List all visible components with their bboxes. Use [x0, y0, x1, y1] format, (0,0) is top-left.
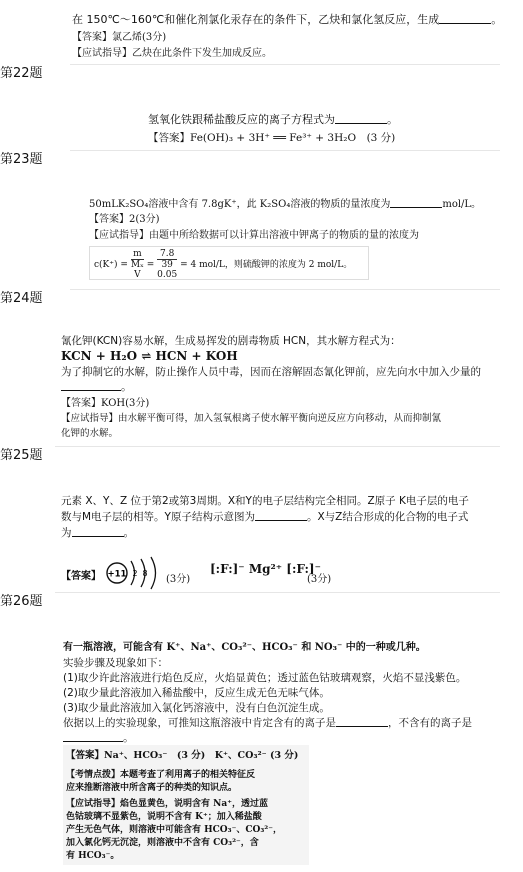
q24-answer: 【答案】KOH(3分) — [61, 398, 150, 409]
fraction-values — [157, 249, 177, 280]
q25-line2-text: 数与M电子层的相等。Y原子结构示意图为 — [61, 511, 255, 523]
frac-mid: 39 — [161, 260, 173, 270]
frac-denominator: V — [134, 270, 141, 280]
q25-header: 第25题 — [0, 448, 43, 463]
shell-electrons-2: 8 — [142, 569, 148, 578]
atom-structure-diagram — [104, 556, 164, 590]
q23-formula — [89, 246, 369, 280]
q25-answer-label: 【答案】 — [61, 571, 101, 582]
q25-score-1: (3分) — [166, 574, 191, 585]
q23-question-text: 50mLK₂SO₄溶液中含有 7.8gK⁺，此 K₂SO₄溶液的物质的量浓度为 — [89, 199, 391, 210]
q25-electron-formula: [:F:]⁻ Mg²⁺ [:F:]⁻ — [210, 562, 321, 576]
q21-question — [72, 13, 502, 27]
answer-blank — [72, 526, 124, 537]
answer-blank — [255, 510, 307, 521]
frac-denominator: 0.05 — [157, 270, 178, 280]
q26-guide-5: 有 HCO₃⁻。 — [66, 851, 120, 861]
q23-guide: 【应试指导】由题中所给数据可以计算出溶液中钾离子的物质的量的浓度为 — [89, 230, 419, 241]
q24-line2: 为了抑制它的水解，防止操作人员中毒，因而在溶解固态氰化钾前，应先向水中加入少量的 — [61, 366, 481, 378]
q26-guide-4: 加入氯化钙无沉淀，则溶液中不含有 CO₃²⁻，含 — [66, 838, 259, 848]
divider — [55, 446, 500, 447]
divider — [55, 592, 500, 593]
q24-guide-1: 【应试指导】由水解平衡可得，加入氢氧根离子使水解平衡向逆反应方向移动，从而抑制氰 — [61, 413, 442, 424]
q26-guide-1: 【应试指导】焰色显黄色，说明含有 Na⁺，透过蓝 — [66, 799, 268, 809]
q23-header: 第23题 — [0, 152, 43, 167]
q22-question — [148, 113, 398, 127]
shell-electrons-1: 2 — [132, 569, 138, 578]
q21-question-text: 在 150℃～160℃和催化剂氯化汞存在的条件下，乙炔和氯化氢反应，生成 — [72, 13, 440, 26]
q26-blank-line — [63, 731, 134, 745]
divider — [70, 64, 500, 65]
q22-header: 第22题 — [0, 66, 43, 81]
divider — [70, 150, 500, 151]
q26-point-1: 【考情点拨】本题考查了利用离子的相关特征反 — [66, 770, 256, 780]
q26-conclusion — [63, 716, 472, 730]
q26-guide-2: 色钴玻璃不显紫色，说明不含有 K⁺；加入稀盐酸 — [66, 812, 262, 822]
period: 。 — [121, 380, 132, 393]
frac-numerator: 7.8 — [157, 249, 177, 260]
q26-intro: 有一瓶溶液，可能含有 K⁺、Na⁺、CO₃²⁻、HCO₃⁻ 和 NO₃⁻ 中的一种或几种。 — [63, 642, 426, 653]
q25-line1: 元素 X、Y、Z 位于第2或第3周期。X和Y的电子层结构完全相同。Z原子 K电子层的电子 — [61, 495, 469, 507]
q22-question-text: 氢氧化铁跟稀盐酸反应的离子方程式为 — [148, 113, 335, 126]
q26-answer: 【答案】Na⁺、HCO₃⁻ (3 分) K⁺、CO₃²⁻ (3 分) — [66, 750, 299, 761]
answer-blank — [61, 380, 121, 391]
frac-mid: Mₓ — [130, 260, 144, 270]
shell-arc-3 — [151, 557, 156, 589]
q24-guide-2: 化钾的水解。 — [61, 428, 119, 439]
answer-blank — [390, 197, 442, 208]
period: 。 — [387, 113, 398, 126]
q26-conclusion2-text: ，不含有的离子是 — [388, 717, 472, 729]
q24-line1: 氰化钾(KCN)容易水解，生成易挥发的剧毒物质 HCN，其水解方程式为： — [61, 335, 401, 347]
answer-blank — [63, 731, 123, 742]
q25-score-2: (3分) — [307, 574, 332, 585]
q26-point-2: 应来推断溶液中所含离子的种类的知识点。 — [66, 783, 238, 793]
q26-step-1: (1)取少许此溶液进行焰色反应，火焰显黄色；透过蓝色钴玻璃观察，火焰不显浅紫色。 — [63, 672, 467, 684]
answer-blank — [335, 113, 387, 124]
period: 。 — [491, 13, 503, 26]
q24-header: 第24题 — [0, 291, 43, 306]
q25-line3 — [61, 526, 134, 540]
q25-line2b-text: 。X与Z结合形成的化合物的电子式 — [306, 511, 469, 523]
answer-blank — [336, 716, 388, 727]
divider — [70, 289, 500, 290]
q25-line3-text: 为 — [61, 527, 72, 539]
q23-answer: 【答案】2(3分) — [89, 214, 160, 225]
formula-left: c(K⁺) = — [94, 260, 128, 270]
period: 。 — [123, 731, 134, 744]
frac-numerator: m — [131, 249, 144, 260]
q26-steps-title: 实验步骤及现象如下： — [63, 657, 168, 669]
q26-conclusion-text: 依据以上的实验现象，可推知这瓶溶液中肯定含有的离子是 — [63, 717, 336, 729]
q24-equation: KCN + H₂O ⇌ HCN + KOH — [61, 349, 238, 363]
q25-line2 — [61, 510, 468, 524]
q22-answer: 【答案】Fe(OH)₃ + 3H⁺ ══ Fe³⁺ + 3H₂O (3 分) — [148, 132, 396, 144]
formula-right: = 4 mol/L，则硫酸钾的浓度为 2 mol/L。 — [180, 260, 353, 270]
q24-blank-line — [61, 380, 132, 394]
fraction-m-over-v — [131, 249, 144, 280]
equals: = — [146, 260, 155, 270]
q21-answer: 【答案】氯乙烯(3分) — [72, 32, 167, 43]
answer-blank — [439, 13, 491, 24]
q26-header: 第26题 — [0, 594, 43, 609]
period: 。 — [123, 527, 134, 539]
q23-question — [89, 197, 481, 212]
q21-guide: 【应试指导】乙炔在此条件下发生加成反应。 — [72, 48, 272, 59]
q26-guide-3: 产生无色气体，则溶液中可能含有 HCO₃⁻、CO₃²⁻， — [66, 825, 282, 835]
q23-unit: mol/L。 — [442, 199, 482, 210]
nucleus-charge: +11 — [107, 569, 127, 580]
q26-step-3: (3)取少量此溶液加入氯化钙溶液中，没有白色沉淀生成。 — [63, 702, 330, 714]
q26-step-2: (2)取少量此溶液加入稀盐酸中，反应生成无色无味气体。 — [63, 687, 330, 699]
